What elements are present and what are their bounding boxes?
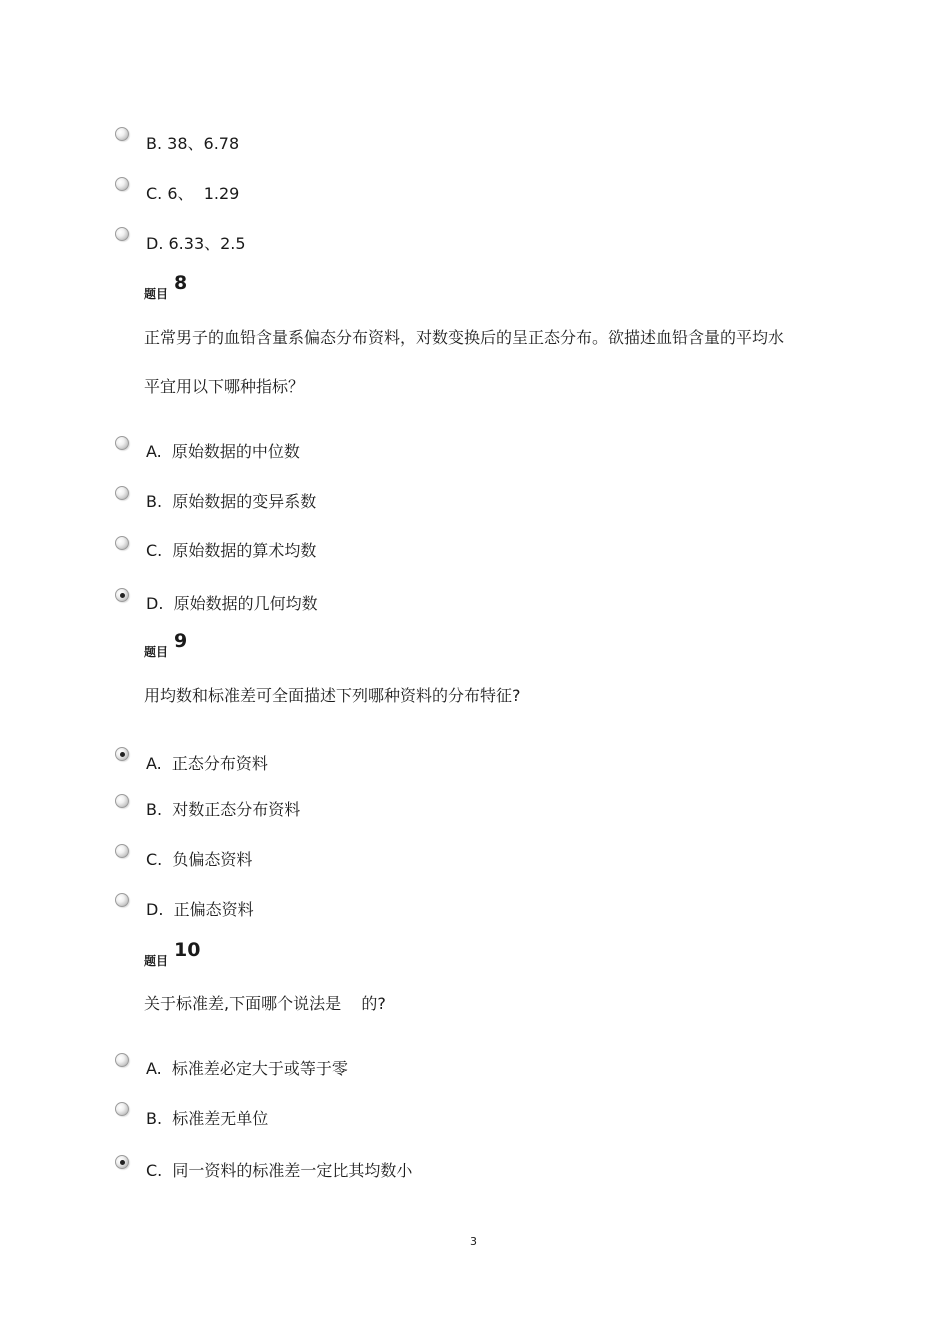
question-text: 用均数和标准差可全面描述下列哪种资料的分布特征?: [144, 686, 521, 705]
option-label: A. 标准差必定大于或等于零: [146, 1059, 348, 1078]
option-label: D. 6.33、2.5: [146, 234, 246, 253]
option-label: A. 正态分布资料: [146, 754, 268, 773]
question-label: 题目: [144, 287, 169, 301]
radio-button[interactable]: [115, 844, 129, 858]
radio-button[interactable]: [115, 893, 129, 907]
question-number: 9: [174, 630, 188, 652]
radio-button[interactable]: [115, 1053, 129, 1067]
question-text-continued: 平宜用以下哪种指标？: [144, 377, 305, 396]
radio-button[interactable]: [115, 436, 129, 450]
option-label: B. 38、6.78: [146, 134, 240, 153]
radio-button[interactable]: [115, 536, 129, 550]
radio-button-selected[interactable]: [115, 747, 129, 761]
option-label: C. 负偏态资料: [146, 850, 253, 869]
radio-button[interactable]: [115, 486, 129, 500]
option-label: A. 原始数据的中位数: [146, 442, 300, 461]
option-label: C. 原始数据的算术均数: [146, 541, 317, 560]
radio-button[interactable]: [115, 127, 129, 141]
question-label: 题目: [144, 645, 169, 659]
option-label: B. 原始数据的变异系数: [146, 492, 317, 511]
question-text: 关于标准差,下面哪个说法是 的?: [144, 994, 386, 1013]
option-label: C. 同一资料的标准差一定比其均数小: [146, 1161, 413, 1180]
question-text: 正常男子的血铅含量系偏态分布资料，对数变换后的呈正态分布。欲描述血铅含量的平均水: [144, 328, 785, 347]
radio-button[interactable]: [115, 177, 129, 191]
option-label: B. 对数正态分布资料: [146, 800, 301, 819]
radio-button[interactable]: [115, 794, 129, 808]
option-label: C. 6、 1.29: [146, 184, 240, 203]
option-label: D. 原始数据的几何均数: [146, 594, 318, 613]
question-label: 题目: [144, 954, 169, 968]
radio-button[interactable]: [115, 227, 129, 241]
radio-button-selected[interactable]: [115, 588, 129, 602]
radio-button-selected[interactable]: [115, 1155, 129, 1169]
option-label: D. 正偏态资料: [146, 900, 254, 919]
page-number: 3: [470, 1235, 477, 1248]
option-label: B. 标准差无单位: [146, 1109, 269, 1128]
question-number: 10: [174, 939, 201, 961]
question-number: 8: [174, 272, 188, 294]
radio-button[interactable]: [115, 1102, 129, 1116]
